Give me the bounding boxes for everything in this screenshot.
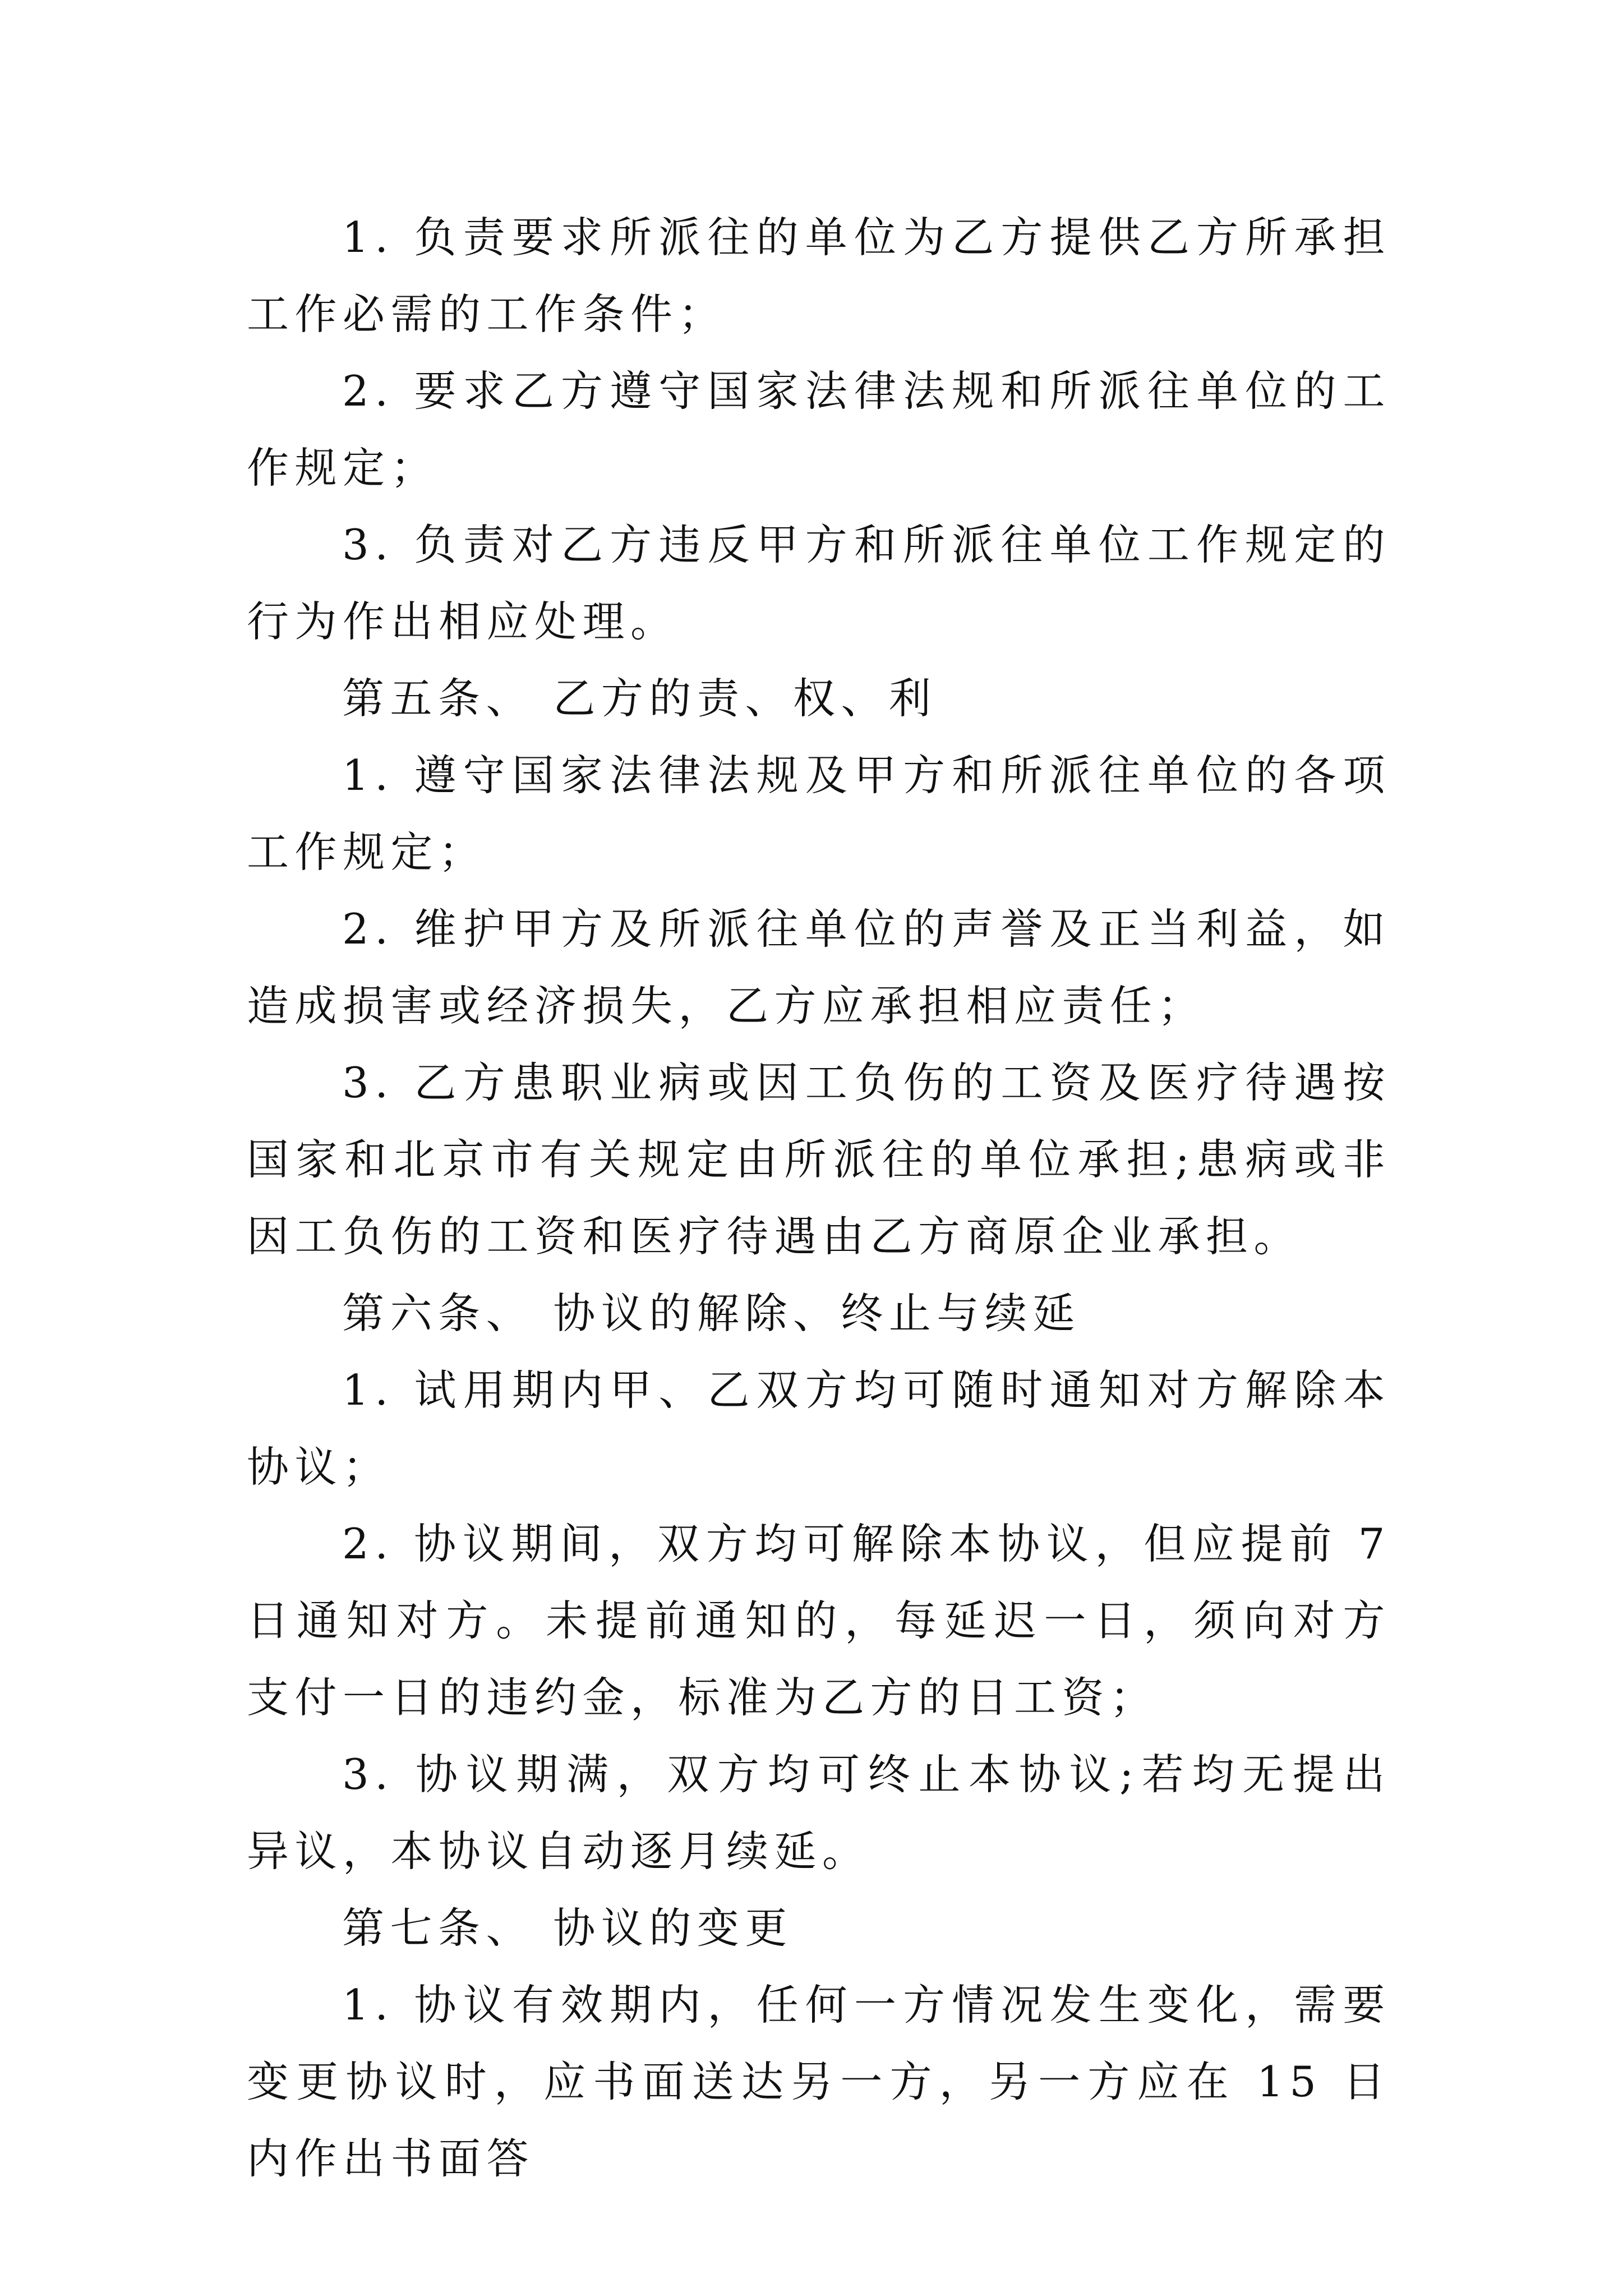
paragraph-clause-4-item-2: 2. 要求乙方遵守国家法律法规和所派往单位的工作规定；: [247, 366, 1391, 493]
document-body: [247, 199, 1391, 2197]
paragraph-clause-4-item-1: 1. 负责要求所派往的单位为乙方提供乙方所承担工作必需的工作条件；: [247, 213, 1391, 339]
paragraph-clause-7-item-1: 1. 协议有效期内，任何一方情况发生变化，需要变更协议时，应书面送达另一方，另一方应在 15 日内作出书面答: [247, 1980, 1391, 2183]
paragraph-clause-6-item-3: 3. 协议期满，双方均可终止本协议;若均无提出异议，本协议自动逐月续延。: [247, 1750, 1391, 1876]
paragraph-clause-6-item-1: 1. 试用期内甲、乙双方均可随时通知对方解除本协议；: [247, 1365, 1391, 1492]
clause-5-heading: 第五条、 乙方的责、权、利: [342, 674, 937, 723]
paragraph-clause-5-item-1: 1. 遵守国家法律法规及甲方和所派往单位的各项工作规定；: [247, 751, 1391, 877]
clause-7-heading: 第七条、 协议的变更: [342, 1903, 793, 1953]
paragraph-clause-5-item-2: 2. 维护甲方及所派往单位的声誉及正当利益，如造成损害或经济损失，乙方应承担相应责任；: [247, 904, 1391, 1030]
clause-6-heading: 第六条、 协议的解除、终止与续延: [342, 1289, 1081, 1338]
paragraph-clause-4-item-3: 3. 负责对乙方违反甲方和所派往单位工作规定的行为作出相应处理。: [247, 520, 1391, 646]
paragraph-clause-5-item-3: 3. 乙方患职业病或因工负伤的工资及医疗待遇按国家和北京市有关规定由所派往的单位承担;患病或非因工负伤的工资和医疗待遇由乙方商原企业承担。: [247, 1058, 1391, 1261]
paragraph-clause-6-item-2: 2. 协议期间，双方均可解除本协议，但应提前 7 日通知对方。未提前通知的，每延迟一日，须向对方支付一日的违约金，标准为乙方的日工资；: [247, 1519, 1391, 1722]
